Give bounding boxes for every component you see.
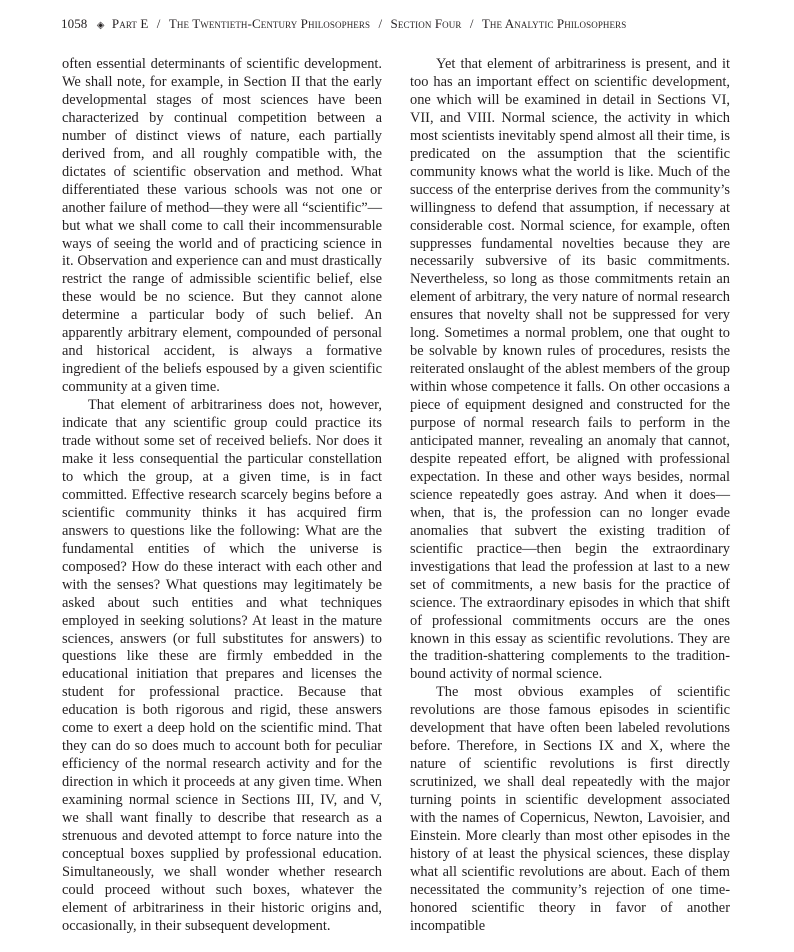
header-separator: / (378, 16, 383, 31)
left-column (62, 56, 382, 936)
page-number: 1058 (61, 16, 88, 31)
section-label: Section Four (390, 16, 462, 31)
topic-label: The Analytic Philosophers (481, 16, 627, 31)
diamond-bullet-icon: ◈ (96, 20, 105, 31)
right-column (410, 56, 730, 936)
part-label: Part E (111, 16, 149, 31)
header-separator: / (156, 16, 161, 31)
paragraph: That element of arbitrariness does not, however, indicate that any scientific group could practice its trade without some set of received beliefs. Nor does it make it less consequential the particular constellation to which the group, at a given time, is in fact committed. Effective research scarcely begins before a scientific community thinks it has acquired firm answers to questions like the following: What are the fundamental entities of which the universe is composed? How do these interact with each other and with the senses? What questions may legitimately be asked about such entities and what techniques employed in seeking solutions? At least in the mature sciences, answers (or full substitutes for answers) to questions like these are firmly embedded in the educational initiation that prepares and licenses the student for professional practice. Because that education is both rigorous and rigid, these answers come to exert a deep hold on the scientific mind. That they can do so does much to account both for peculiar efficiency of the normal research activity and for the direction in which it proceeds at any given time. When examining normal science in Sections III, IV, and V, we shall want finally to describe that research as a strenuous and devoted attempt to force nature into the conceptual boxes supplied by professional education. Simultaneously, we shall wonder whether research could proceed without such boxes, whatever the element of arbitrariness in their historic origins and, occasionally, in their subsequent development. (62, 397, 382, 934)
header-separator: / (469, 16, 474, 31)
book-title: The Twentieth-Century Philosophers (168, 16, 371, 31)
paragraph: often essential determinants of scientific development. We shall note, for example, in Section II that the early developmental stages of most sciences have been characterized by continual competition between a number of distinct views of nature, each partially derived from, and all roughly compatible with, the dictates of scientific observation and method. What differentiated these various schools was not one or another failure of method—they were all “scientific”—but what we shall come to call their incommensurable ways of seeing the world and of practicing science in it. Observation and experience can and must drastically restrict the range of admissible scientific belief, else these would be no science. But they cannot alone determine a particular body of such belief. An apparently arbitrary element, compounded of personal and historical accident, is always a formative ingredient of the beliefs espoused by a given scientific community at a given time. (62, 56, 382, 396)
running-header (61, 16, 731, 32)
paragraph: The most obvious examples of scientific revolutions are those famous episodes in scientific development that have often been labeled revolutions before. Therefore, in Sections IX and X, where the nature of scientific revolutions is first directly scrutinized, we shall deal repeatedly with the major turning points in scientific development associated with the names of Copernicus, Newton, Lavoisier, and Einstein. More clearly than most other episodes in the history of at least the physical sciences, these display what all scientific revolutions are about. Each of them necessitated the community’s rejection of one time-honored scientific theory in favor of another incompatible (410, 684, 730, 934)
paragraph: Yet that element of arbitrariness is present, and it too has an important effect on scientific development, one which will be examined in detail in Sections VI, VII, and VIII. Normal science, the activity in which most scientists inevitably spend almost all their time, is predicated on the assumption that the scientific community knows what the world is like. Much of the success of the enterprise derives from the community’s willingness to defend that assumption, if necessary at considerable cost. Normal science, for example, often suppresses fundamental novelties because they are necessarily subversive of its basic commitments. Nevertheless, so long as those commitments retain an element of arbitrary, the very nature of normal research ensures that novelty shall not be suppressed for very long. Sometimes a normal problem, one that ought to be solvable by known rules of procedures, resists the reiterated onslaught of the ablest members of the group within whose competence it falls. On other occasions a piece of equipment designed and constructed for the purpose of normal research fails to perform in the anticipated manner, revealing an anomaly that cannot, despite repeated effort, be aligned with professional expectation. In these and other ways besides, normal science repeatedly goes astray. And when it does—when, that is, the profession can no longer evade anomalies that subvert the existing tradition of scientific practice—then begin the extraordinary investigations that lead the profession at last to a new set of commitments, a new basis for the practice of science. The extraordinary episodes in which that shift of professional commitments occurs are the ones known in this essay as scientific revolutions. They are the tradition-shattering complements to the tradition-bound activity of normal science. (410, 56, 730, 683)
